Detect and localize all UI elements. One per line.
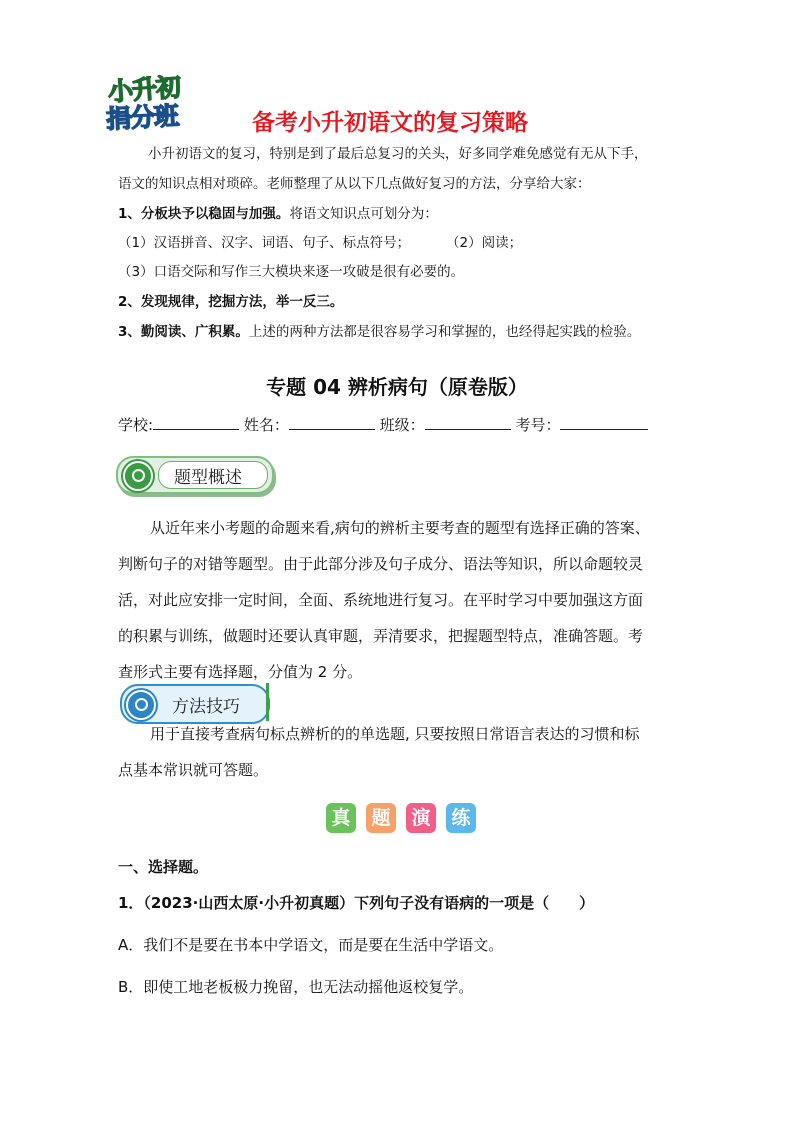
tile-zhen: 真	[326, 803, 356, 833]
name-label: 姓名：	[243, 416, 289, 434]
exam-no-label: 考号：	[515, 416, 561, 434]
exam-no-blank[interactable]	[560, 415, 648, 430]
class-label: 班级：	[379, 416, 425, 434]
intro-item1-sub1: （1）汉语拼音、汉字、词语、句子、标点符号；	[118, 235, 411, 251]
overview-line1: 从近年来小考题的命题来看,病句的辨析主要考查的题型有选择正确的答案、	[150, 519, 650, 537]
main-title: 备考小升初语文的复习策略	[252, 110, 528, 136]
overview-line5: 查形式主要有选择题，分值为 2 分。	[118, 663, 363, 681]
intro-line1: 小升初语文的复习，特别是到了最后总复习的关头，好多同学难免感觉有无从下手，	[148, 146, 648, 162]
section-overview-label: 题型概述	[174, 468, 242, 488]
class-blank[interactable]	[425, 415, 511, 430]
method-line2: 点基本常识就可答题。	[118, 761, 269, 779]
question-1-option-a: A．我们不是要在书本中学语文，而是要在生活中学语文。	[118, 936, 504, 954]
intro-item1-sub2: （2）阅读；	[446, 235, 523, 251]
tile-ti: 题	[366, 803, 396, 833]
intro-item3-rest: 上述的两种方法都是很容易学习和掌握的，也经得起实践的检验。	[248, 324, 641, 340]
info-line	[118, 414, 648, 435]
intro-item1-sub3: （3）口语交际和写作三大模块来逐一攻破是很有必要的。	[118, 264, 465, 280]
questions-heading: 一、选择题。	[118, 858, 209, 876]
school-label: 学校:	[118, 416, 154, 434]
tile-yan: 演	[406, 803, 436, 833]
doc-title: 专题 04 辨析病句（原卷版）	[266, 375, 528, 399]
intro-item1	[118, 200, 438, 229]
section-badge-overview	[116, 456, 274, 494]
intro-item3	[118, 318, 640, 347]
logo-line2: 捐分班	[105, 101, 179, 134]
lightbulb-icon	[123, 461, 153, 491]
intro-item3-bold: 3、勤阅读、广积累。	[118, 324, 249, 340]
question-1-stem: 1．（2023·山西太原·小升初真题）下列句子没有语病的一项是（ ）	[118, 894, 595, 912]
intro-item1-bold: 1、分板块予以稳固与加强。	[118, 206, 290, 222]
school-blank[interactable]	[153, 415, 239, 430]
method-line1: 用于直接考查病句标点辨析的的单选题, 只要按照日常语言表达的习惯和标	[150, 725, 640, 743]
tile-lian: 练	[446, 803, 476, 833]
overview-line3: 活，对此应安排一定时间，全面、系统地进行复习。在平时学习中要加强这方面	[118, 591, 644, 609]
intro-line2: 语文的知识点相对琐碎。老师整理了从以下几点做好复习的方法，分享给大家：	[118, 176, 591, 192]
logo	[104, 68, 212, 134]
question-1-option-b: B．即使工地老板极力挽留，也无法动摇他返校复学。	[118, 978, 474, 996]
intro-item1-rest: 将语文知识点可划分为：	[289, 206, 438, 222]
intro-item2: 2、发现规律，挖掘方法，举一反三。	[118, 294, 344, 310]
overview-line4: 的积累与训练，做题时还要认真审题，弄清要求，把握题型特点，准确答题。考	[118, 627, 644, 645]
logo-line1: 小升初	[107, 72, 182, 107]
name-blank[interactable]	[289, 415, 375, 430]
section-method-label: 方法技巧	[172, 697, 240, 717]
overview-line2: 判断句子的对错等题型。由于此部分涉及句子成分、语法等知识，所以命题较灵	[118, 555, 644, 573]
